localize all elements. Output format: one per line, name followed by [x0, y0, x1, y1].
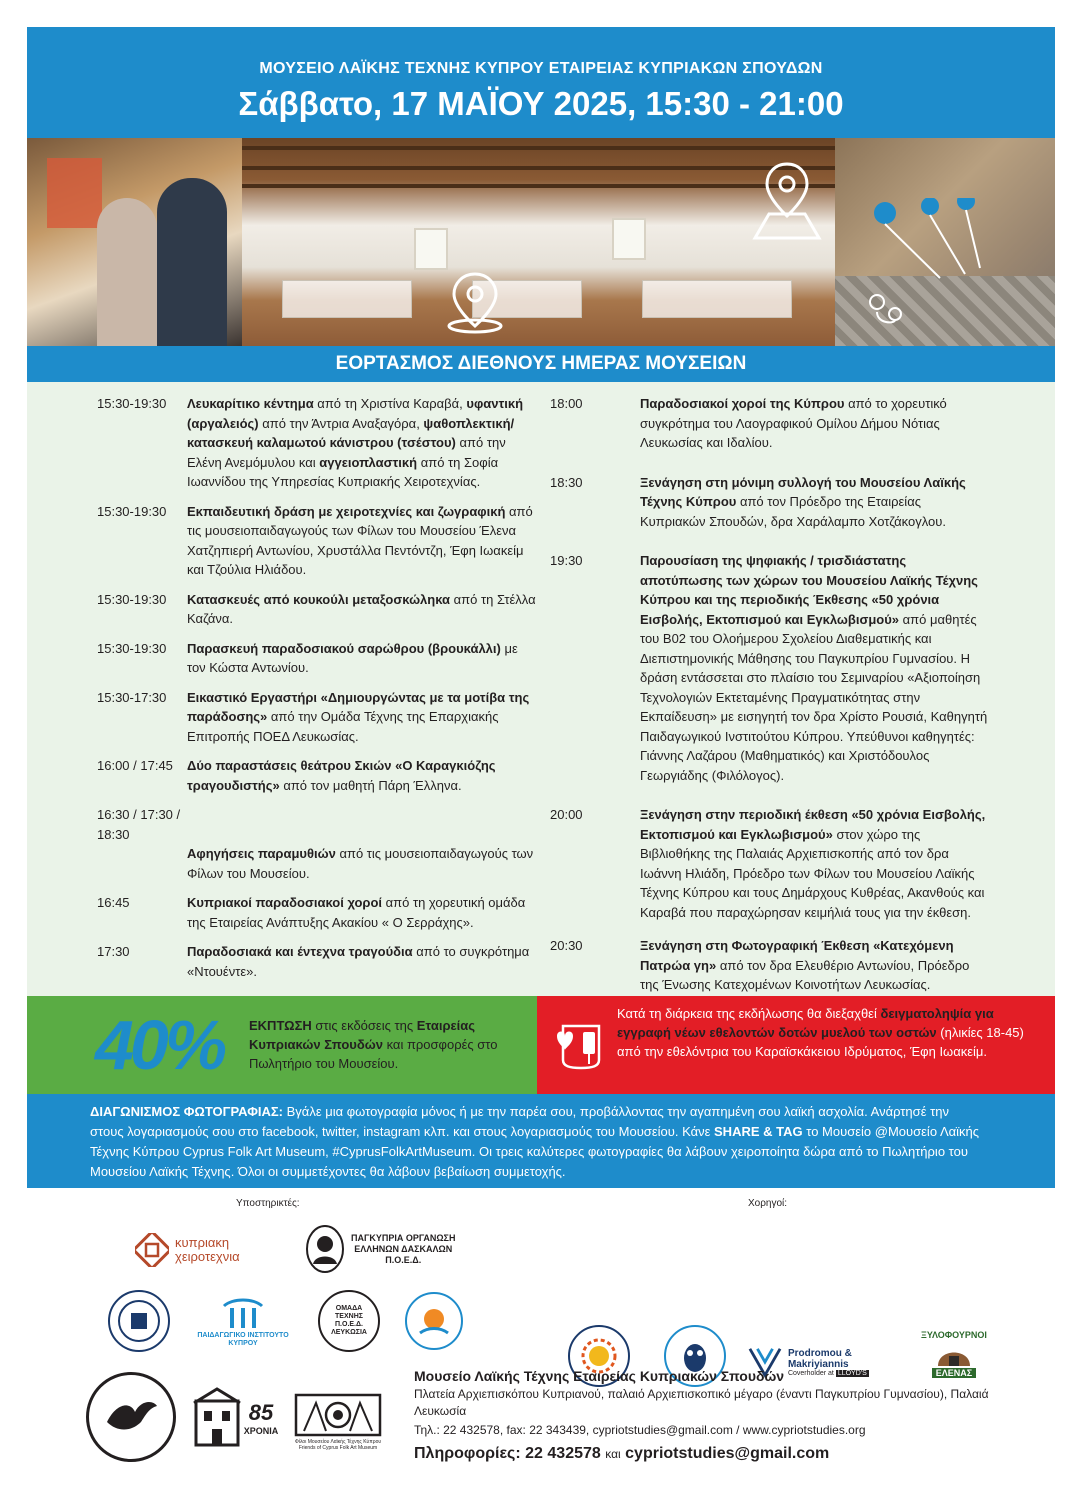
program-item	[97, 688, 537, 747]
program-item	[97, 590, 537, 629]
museum-address: Πλατεία Αρχιεπισκόπου Κυπριανού, παλαιό Αρχιεπισκοπικό μέγαρο (έναντι Παγκυπρίου Γυμνασίου), Παλαιά Λευκωσία	[414, 1387, 989, 1418]
photo-museum-panorama	[242, 138, 835, 346]
program-description: Ξενάγηση στη μόνιμη συλλογή του Μουσείου Λαϊκής Τέχνης Κύπρου από τον Πρόεδρο της Εταιρείας Κυπριακών Σπουδών, δρα Χαράλαμπο Χοτζάκογλου.	[640, 474, 966, 529]
kypriaki-wordmark	[175, 1236, 240, 1264]
poed-line: ΕΛΛΗΝΩΝ ΔΑΣΚΑΛΩΝ	[354, 1243, 453, 1254]
pi-name: ΠΑΙΔΑΓΩΓΙΚΟ ΙΝΣΤΙΤΟΥΤΟ	[197, 1332, 289, 1339]
program-description: Λευκαρίτικο κέντημα από τη Χριστίνα Καραβά, υφαντική (αργαλειός) από την Άντρια Αναξαγόρα, ψαθοπλεκτική/ κατασκευή καλαμωτού κάνιστρου (τσέστου) από την Ελένη Ανεμόμυλου και αγγειοπλαστική από τη Σοφία Ιωαννίδου της Υπηρεσίας Κυπριακής Χειροτεχνίας.	[187, 396, 524, 489]
friends-english: Friends of Cyprus Folk Art Museum	[298, 1445, 378, 1451]
years-word: ΧΡΟΝΙΑ	[243, 1426, 279, 1436]
program-item	[550, 551, 990, 785]
discount-percent: 40%	[95, 1006, 224, 1084]
program-item	[97, 805, 537, 883]
program-description: Κατασκευές από κουκούλι μεταξοσκώληκα από τη Στέλλα Καζάνα.	[187, 591, 536, 626]
program-item	[550, 394, 990, 453]
program-description: Ξενάγηση στη Φωτογραφική Έκθεση «Κατεχόμενη Πατρώα γη» από τον δρα Ελευθέριο Αντωνίου, Πρόεδρο της Ένωσης Κατεχομένων Κοινοτήτων Λευκωσίας.	[640, 938, 970, 992]
program-time: 15:30-19:30	[97, 503, 167, 519]
event-date: Σάββατο, 17 ΜΑΪΟΥ 2025, 15:30 - 21:00	[238, 85, 844, 122]
program-item	[550, 936, 990, 995]
cheirotechnia-word: χειροτεχνια	[175, 1249, 240, 1264]
program-time: 20:00	[550, 807, 583, 822]
museum-contacts: Τηλ.: 22 432578, fax: 22 343439, cypriotstudies@gmail.com / www.cypriotstudies.org	[414, 1423, 866, 1437]
program-time: 15:30-19:30	[97, 591, 167, 607]
program-column-left	[97, 394, 537, 991]
program-item	[97, 942, 537, 981]
donor-panel	[537, 996, 1055, 1094]
ceiling-beam	[242, 146, 835, 150]
program-description: Ξενάγηση στην περιοδική έκθεση «50 χρόνια Εισβολής, Εκτοπισμού και Εγκλωβισμού» στον χώρο της Βιβλιοθήκης της Παλαιάς Αρχιεπισκοπής από τον δρα Ιωάννη Ηλιάδη, Πρόεδρο των Φίλων του Μουσείου Λαϊκής Τέχνης Κύπρου και τους Δημάρχους Κυθρέας, Ακανθούς και Καραβά που παραχώρησαν κειμήλιά τους για την έκθεση.	[640, 807, 986, 920]
photo-stone-wall	[835, 138, 1055, 346]
program-time: 16:00 / 17:45	[97, 758, 173, 773]
logo-85-years	[190, 1380, 280, 1456]
bird-seal-icon	[101, 1392, 161, 1442]
navigation-icons	[870, 198, 1020, 288]
discount-text: ΕΚΠΤΩΣΗ στις εκδόσεις της Εταιρείας Κυπριακών Σπουδών και προσφορές στο Πωλητήριο του Μουσείου.	[249, 1018, 498, 1071]
program-description: Εικαστικό Εργαστήρι «Δημιουργώντας με τα μοτίβα της παράδοσης» από την Ομάδα Τέχνης της Επαρχιακής Επιτροπής ΠΟΕΔ Λευκωσίας.	[187, 689, 530, 744]
logo-sponsor-circle	[405, 1292, 463, 1350]
info-and: και	[605, 1447, 621, 1461]
program-time: 20:30	[550, 938, 583, 953]
logo-pankyprio-gymnasio	[108, 1290, 170, 1352]
location-pin-icon	[440, 266, 510, 336]
program-time: 16:30 / 17:30 / 18:30	[97, 807, 181, 842]
poed-line: Π.Ο.Ε.Δ.	[385, 1254, 422, 1265]
logo-friends-of-museum	[288, 1380, 388, 1462]
knot-icon	[135, 1233, 169, 1267]
columns-icon	[218, 1296, 268, 1332]
program-time: 15:30-17:30	[97, 689, 167, 705]
program-description: Παρουσίαση της ψηφιακής / τρισδιάστατης αποτύπωσης των χώρων του Μουσείου Λαϊκής Τέχνης Κύπρου και της περιοδικής Έκθεσης «50 χρόνια Εισβολής, Εκτοπισμού και Εγκλωβισμού» από μαθητές του Β02 του Ολοήμερου Σχολείου Διαθεματικής και Διεπιστημονικής Μάθησης του Παγκυπρίου Γυμνασίου. Η δράση εντάσσεται στο πλαίσιο του Σεμιναρίου «Αξιοποίηση Τεχνολογιών Εκτεταμένης Πραγματικότητας στην Εκπαίδευση» με εισηγητή τον δρα Χρίστο Ρουσιά, Καθηγητή Παιδαγωγικού Ινστιτούτου Κύπρου. Υπεύθυνοι καθηγητές: Γιάννης Λαζάρου (Μαθηματικός) και Χριστόδουλος Γεωργιάδης (Φιλόλογος).	[640, 553, 988, 783]
museum-footer-name: Μουσείο Λαϊκής Τέχνης Εταιρείας Κυπριακών Σπουδών	[414, 1368, 785, 1384]
child-figure	[157, 178, 227, 346]
info-email[interactable]: cypriotstudies@gmail.com	[625, 1445, 830, 1462]
portrait-icon	[305, 1224, 345, 1274]
pm-lloyds: LLOYD'S	[837, 1369, 867, 1377]
child-figure	[97, 198, 157, 346]
folk-ornament-icon	[292, 1391, 384, 1439]
window	[612, 218, 646, 260]
header-banner	[27, 27, 1055, 138]
wall-artwork	[47, 158, 102, 228]
blood-donation-icon	[553, 1018, 611, 1072]
info-line	[414, 1445, 1034, 1463]
logo-omada-technis-poed	[318, 1290, 380, 1352]
route-pin-icon	[865, 290, 907, 332]
program-item	[550, 805, 990, 922]
program-description: Δύο παραστάσεις θεάτρου Σκιών «Ο Καραγκιόζης τραγουδιστής» από τον μαθητή Πάρη Έλληνα.	[187, 758, 496, 793]
donor-text: Κατά τη διάρκεια της εκδήλωσης θα διεξαχθεί δειγματοληψία για εγγραφή νέων εθελοντών δοτών μυελού των οστών (ηλικίες 18-45) από την εθελόντρια του Καραϊσκάκειου Ιδρύματος, Έφη Ιωακείμ.	[617, 1006, 1024, 1059]
logo-paidagogiko-institouto	[197, 1290, 289, 1354]
program-item	[550, 473, 990, 532]
program-description: Παρασκευή παραδοσιακού σαρώθρου (βρουκάλλι) με τον Κώστα Αντωνίου.	[187, 640, 518, 675]
logo-etaireia-seal	[86, 1372, 176, 1462]
event-program	[27, 382, 1055, 996]
fruit-emblem-icon	[414, 1301, 454, 1341]
program-description: Παραδοσιακοί χοροί της Κύπρου από το χορευτικό συγκρότημα του Λαογραφικού Ομίλου Δήμου Νότιας Λευκωσίας και Ιδαλίου.	[640, 396, 947, 450]
display-case	[282, 280, 412, 318]
contact-info	[414, 1368, 1034, 1463]
program-item	[97, 394, 537, 492]
years-mark	[244, 1400, 279, 1436]
poed-text	[351, 1233, 455, 1266]
pm-name: Prodromou & Makriyiannis	[787, 1347, 852, 1370]
window	[414, 228, 448, 270]
school-seal-icon	[117, 1299, 161, 1343]
program-time: 19:30	[550, 553, 583, 568]
pm-coverholder: Coverholder at	[787, 1369, 834, 1377]
photo-contest: ΔΙΑΓΩΝΙΣΜΟΣ ΦΩΤΟΓΡΑΦΙΑΣ: Βγάλε μια φωτογραφία μόνος ή με την παρέα σου, προβάλλοντας την αγαπημένη σου λαϊκή ασχολία. Ανάρτησέ την στους λογαριασμούς σου στο facebook, twitter, instagram κλπ. και στους λογαριασμούς του Μουσείου. Κάνε SHARE & TAG το Μουσείο @Μουσείο Λαϊκής Τέχνης Κύπρου Cyprus Folk Art Museum, #CyprusFolkArtMuseum. Οι τρεις καλύτερες φωτογραφίες θα λάβουν χειροποίητα δώρα από το Πωλητήριο του Μουσείου Λαϊκής Τέχνης. Όλοι οι συμμετέχοντες θα λάβουν βεβαίωση συμμετοχής.	[27, 1094, 1055, 1188]
logo-poed	[305, 1222, 475, 1276]
info-phone: Πληροφορίες: 22 432578	[414, 1445, 601, 1462]
program-description: Κυπριακοί παραδοσιακοί χοροί από τη χορευτική ομάδα της Εταιρείας Ανάπτυξης Ακακίου « Ο Σερράχης».	[187, 895, 526, 930]
program-item	[97, 639, 537, 678]
museum-name: ΜΟΥΣΕΙΟ ΛΑΪΚΗΣ ΤΕΧΝΗΣ ΚΥΠΡΟΥ ΕΤΑΙΡΕΙΑΣ ΚΥΠΡΙΑΚΩΝ ΣΠΟΥΔΩΝ	[259, 60, 823, 77]
program-time: 17:30	[97, 944, 130, 959]
omada-text: ΟΜΑΔΑ ΤΕΧΝΗΣ Π.Ο.Ε.Δ. ΛΕΥΚΩΣΙΑ	[331, 1305, 367, 1336]
years-number: 85	[248, 1400, 274, 1425]
program-time: 18:30	[550, 474, 583, 490]
friends-greek: Φίλοι Μουσείου Λαϊκής Τέχνης Κύπρου	[294, 1439, 382, 1445]
map-pin-icon	[747, 158, 827, 248]
building-icon	[192, 1387, 242, 1449]
display-case	[642, 280, 792, 318]
bakery-oven-icon	[934, 1340, 974, 1368]
program-item	[97, 756, 537, 795]
program-time: 15:30-19:30	[97, 396, 167, 411]
program-time: 16:45	[97, 895, 130, 910]
program-item	[97, 502, 537, 580]
sponsors-label: Χορηγοί:	[748, 1198, 788, 1209]
program-item	[97, 893, 537, 932]
photo-strip	[27, 138, 1055, 346]
elenas-name: ΕΛΕΝΑΣ	[932, 1368, 976, 1378]
elenas-top: ΞΥΛΟΦΟΥΡΝΟΙ	[921, 1330, 987, 1340]
logo-kypriaki-cheirotechnia	[135, 1230, 265, 1270]
section-title: ΕΟΡΤΑΣΜΟΣ ΔΙΕΘΝΟΥΣ ΗΜΕΡΑΣ ΜΟΥΣΕΙΩΝ	[27, 346, 1055, 382]
program-column-right	[550, 394, 990, 995]
program-time: 15:30-19:30	[97, 640, 167, 656]
pi-country: ΚΥΠΡΟΥ	[228, 1340, 258, 1347]
program-description: Αφηγήσεις παραμυθιών από τις μουσειοπαιδαγωγούς των Φίλων του Μουσείου.	[187, 846, 534, 881]
supporters-label: Υποστηρικτές:	[236, 1198, 300, 1209]
program-time: 18:00	[550, 396, 583, 411]
discount-panel	[27, 996, 537, 1094]
kypriaki-word: κυπριακη	[175, 1235, 230, 1250]
program-description: Παραδοσιακά και έντεχνα τραγούδια από το συγκρότημα «Ντουέντε».	[187, 944, 530, 979]
photo-children-exhibit	[27, 138, 242, 346]
poed-line: ΠΑΓΚΥΠΡΙΑ ΟΡΓΑΝΩΣΗ	[351, 1232, 456, 1243]
program-description: Εκπαιδευτική δράση με χειροτεχνίες και ζωγραφική από τις μουσειοπαιδαγωγούς των Φίλων του Μουσείου Έλενα Χατζηπιερή Αντωνίου, Χρυστάλλα Πεντόντζη, Έφη Ιωακείμ και Τζούλια Ηλιάδου.	[187, 503, 533, 577]
